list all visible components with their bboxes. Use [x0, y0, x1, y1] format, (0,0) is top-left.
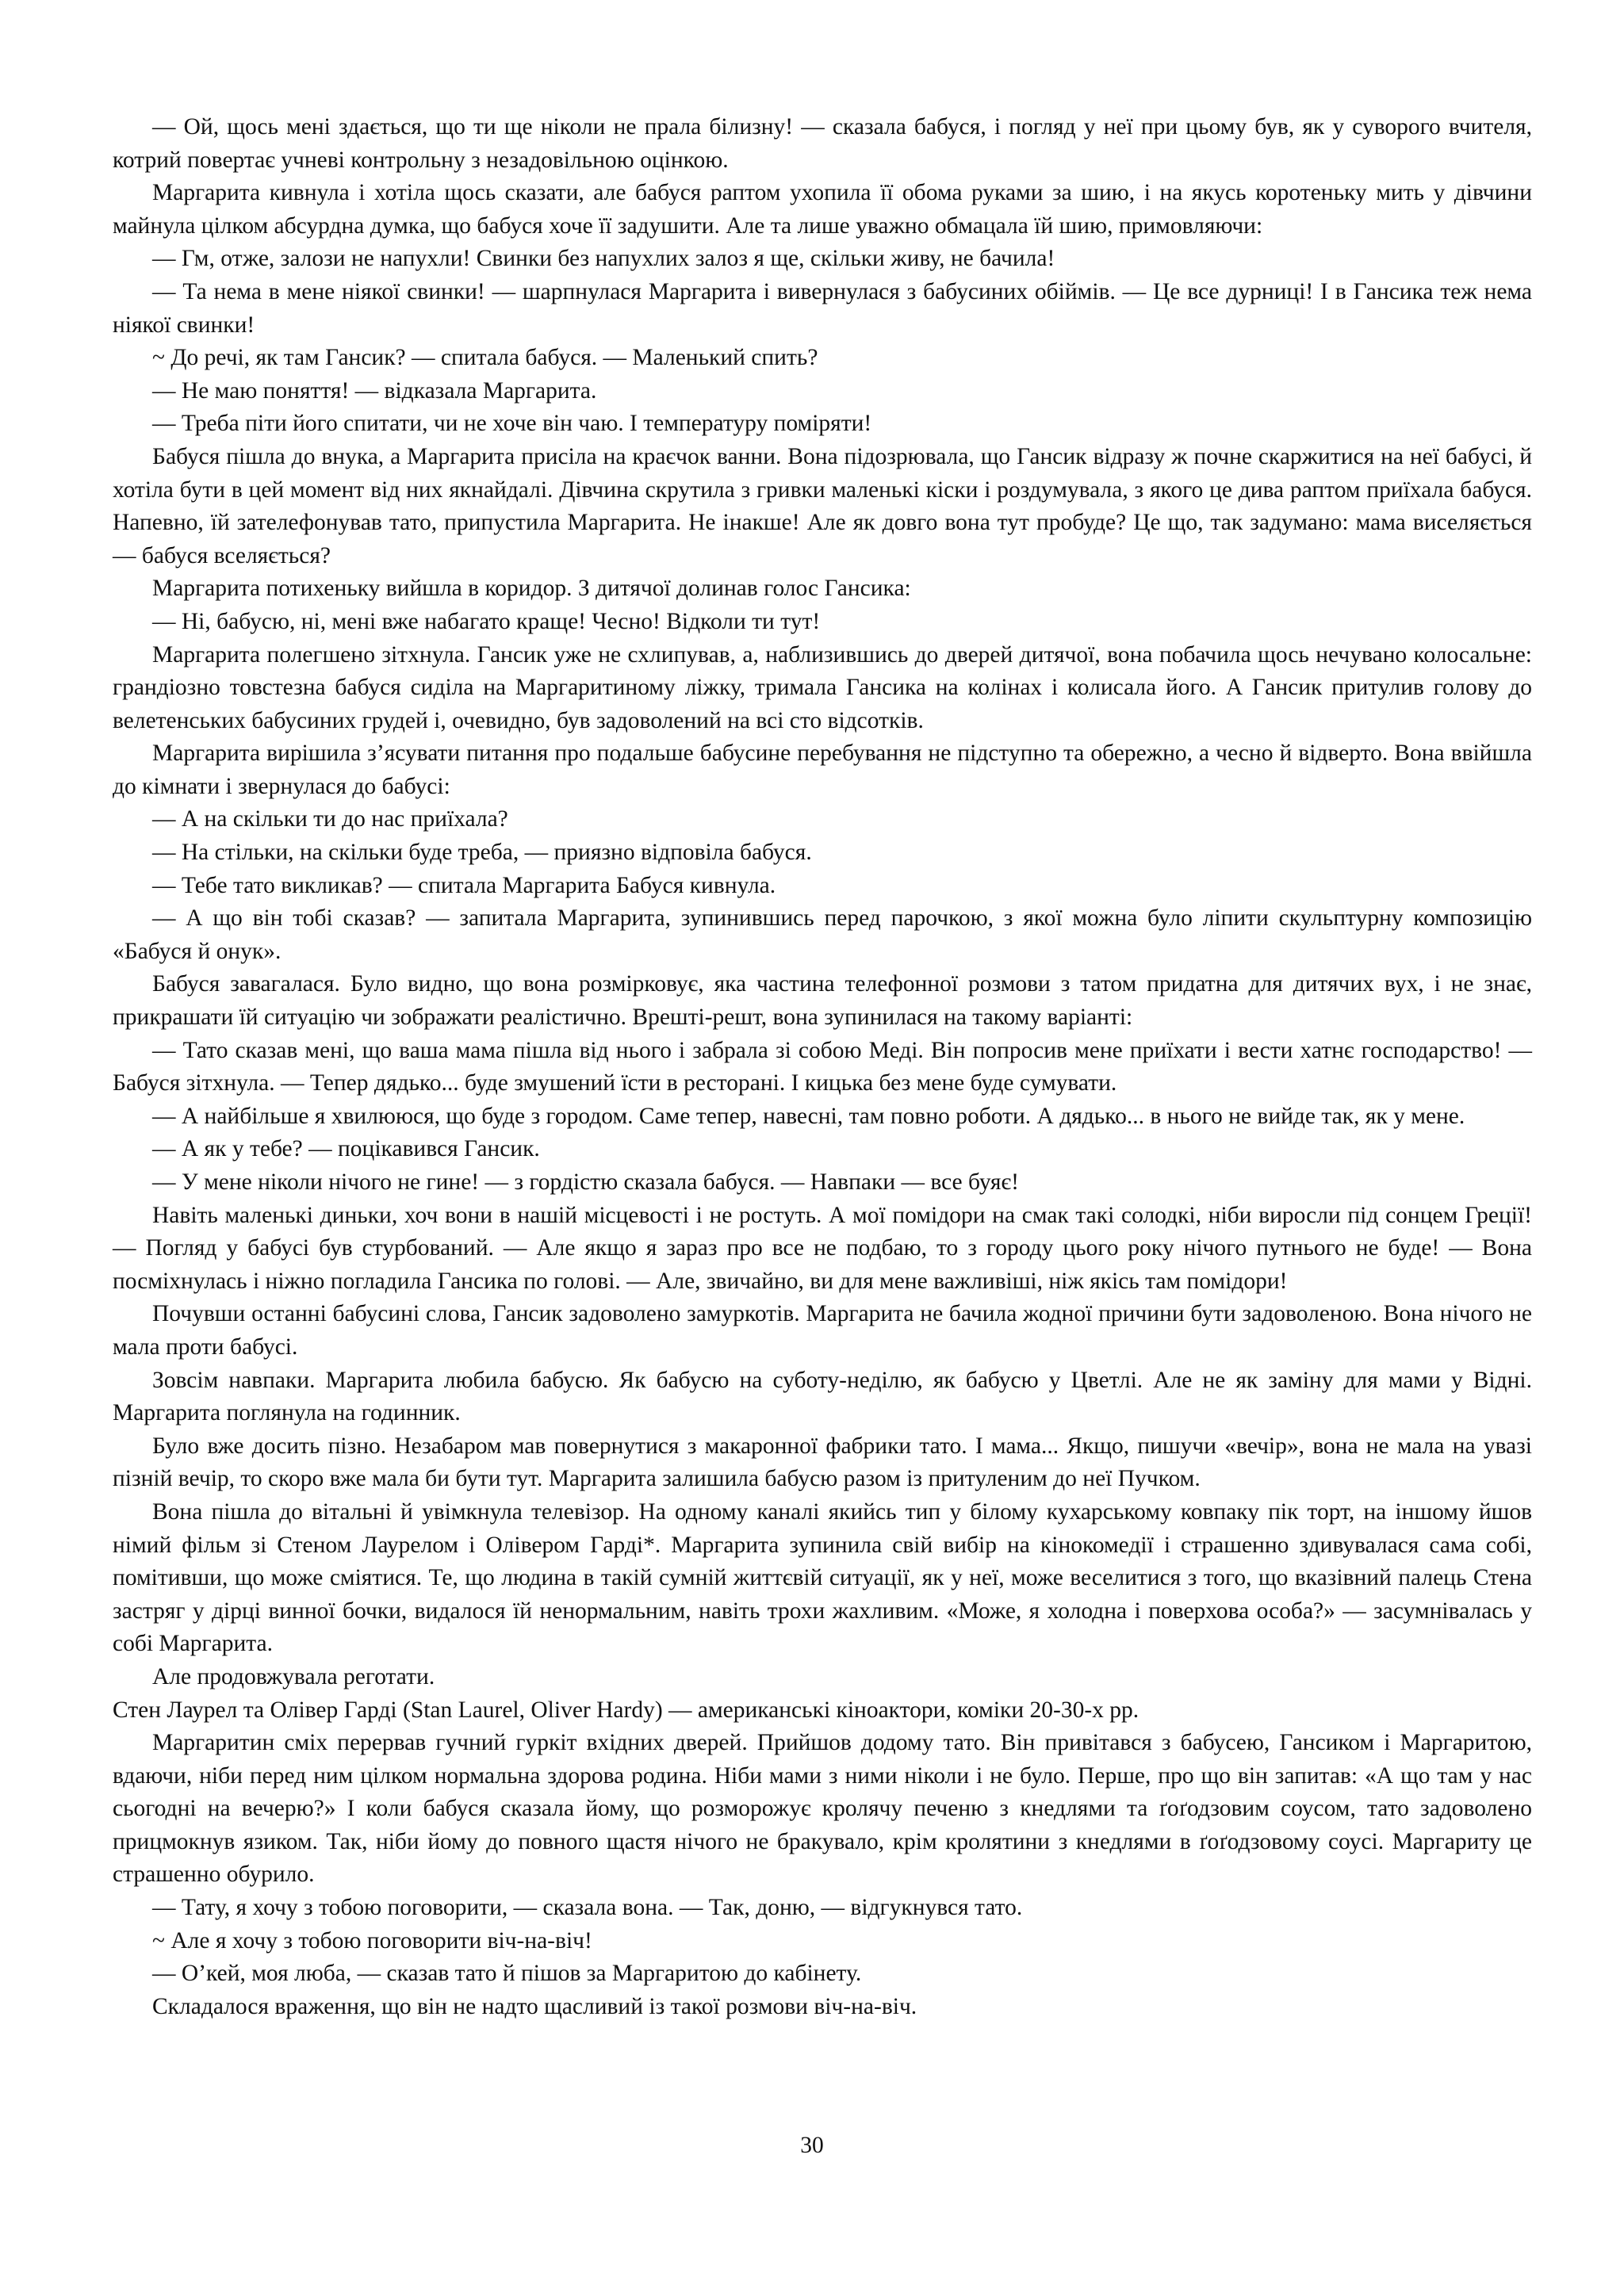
paragraph: — Тато сказав мені, що ваша мама пішла від нього і забрала зі собою Меді. Він попросив мене приїхати і вести хатнє господарство! — Бабуся зітхнула. — Тепер дядько... буде змушений їсти в ресторані. І кицька без мене буде сумувати. [113, 1037, 1532, 1096]
paragraph: — Тату, я хочу з тобою поговорити, — сказала вона. — Так, доню, — відгукнувся тато. [152, 1895, 1023, 1921]
paragraph: — Та нема в мене ніякої свинки! — шарпнулася Маргарита і вивернулася з бабусиних обіймів. — Це все дурниці! І в Гансика теж нема ніякої свинки! [113, 278, 1532, 338]
paragraph: — Не маю поняття! — відказала Маргарита. [152, 377, 597, 404]
paragraph: Маргарита потихеньку вийшла в коридор. З дитячої долинав голос Гансика: [152, 576, 911, 602]
paragraph: — У мене ніколи нічого не гине! — з гордістю сказала бабуся. — Навпаки — все буяє! [152, 1169, 1019, 1195]
paragraph: — Тебе тато викликав? — спитала Маргарита Бабуся кивнула. [152, 872, 776, 898]
page-number: 30 [800, 2133, 824, 2158]
paragraph: Складалося враження, що він не надто щасливий із такої розмови віч-на-віч. [152, 1993, 917, 2019]
paragraph: Маргарита кивнула і хотіла щось сказати, але бабуся раптом ухопила її обома руками за шию, і на якусь коротеньку мить у дівчини майнула цілком абсурдна думка, що бабуся хоче її задушити. Але та лише уважно обмацала їй шию, примовляючи: [113, 180, 1532, 239]
page-body [113, 111, 1532, 2023]
paragraph: Маргарита полегшено зітхнула. Гансик уже не схлипував, а, наблизившись до дверей дитячої, вона побачила щось нечувано колосальне: грандіозно товстезна бабуся сиділа на Маргаритиному ліжку, тримала Гансика на колінах і колисала його. А Гансик притулив голову до велетенських бабусиних грудей і, очевидно, був задоволений на всі сто відсотків. [113, 641, 1532, 733]
paragraph: Стен Лаурел та Олівер Гарді (Stan Laurel, Oliver Hardy) — американські кіноактори, коміки 20-30-х рр. [113, 1697, 1139, 1723]
paragraph: Але продовжувала реготати. [152, 1663, 435, 1689]
paragraph: Навіть маленькі диньки, хоч вони в нашій місцевості і не ростуть. А мої помідори на смак такі солодкі, ніби виросли під сонцем Греції! — Погляд у бабусі був стурбований. — Але якщо я зараз про все не подбаю, то з городу цього року нічого путнього не буде! — Вона посміхнулась і ніжно погладила Гансика по голові. — Але, звичайно, ви для мене важливіші, ніж якісь там помідори! [113, 1202, 1532, 1294]
paragraph: — А як у тебе? — поцікавився Гансик. [152, 1136, 540, 1162]
paragraph: Почувши останні бабусині слова, Гансик задоволено замуркотів. Маргарита не бачила жодної причини бути задоволеною. Вона нічого не мала проти бабусі. [113, 1301, 1532, 1360]
paragraph: — Треба піти його спитати, чи не хоче він чаю. І температуру поміряти! [152, 411, 872, 437]
paragraph: — Гм, отже, залози не напухли! Свинки без напухлих залоз я ще, скільки живу, не бачила! [152, 246, 1055, 272]
paragraph: Бабуся завагалася. Було видно, що вона розмірковує, яка частина телефонної розмови з татом придатна для дитячих вух, і не знає, прикрашати їй ситуацію чи зображати реалістично. Врешті-решт, вона зупинилася на такому варіанті: [113, 971, 1532, 1031]
paragraph: ~ Але я хочу з тобою поговорити віч-на-віч! [152, 1927, 592, 1954]
paragraph: Бабуся пішла до внука, а Маргарита присіла на краєчок ванни. Вона підозрювала, що Гансик відразу ж почне скаржитися на неї бабусі, й хотіла бути в цей момент від них якнайдалі. Дівчина скрутила з гривки маленькі кіски і роздумувала, з якого це дива раптом приїхала бабуся. Напевно, їй зателефонував тато, припустила Маргарита. Не інакше! Але як довго вона тут пробуде? Це що, так задумано: мама виселяється — бабуся вселяється? [113, 443, 1532, 568]
paragraph: ~ До речі, як там Гансик? — спитала бабуся. — Маленький спить? [152, 345, 818, 371]
paragraph: Маргаритин сміх перервав гучний гуркіт вхідних дверей. Прийшов додому тато. Він привітався з бабусею, Гансиком і Маргаритою, вдаючи, ніби перед ним цілком нормальна здорова родина. Ніби мами з ними ніколи і не було. Перше, про що він запитав: «А що там у нас сьогодні на вечерю?» І коли бабуся сказала йому, що розморожує кролячу печеню з кнедлями та ґоґодзовим соусом, тато задоволено прицмокнув язиком. Так, ніби йому до повного щастя нічого не бракувало, крім кролятини з кнедлями в ґоґодзовому соусі. Маргариту це страшенно обурило. [113, 1730, 1532, 1888]
paragraph: Зовсім навпаки. Маргарита любила бабусю. Як бабусю на суботу-неділю, як бабусю у Цветлі. Але не як заміну для мами у Відні. Маргарита поглянула на годинник. [113, 1367, 1532, 1426]
paragraph: — Ні, бабусю, ні, мені вже набагато краще! Чесно! Відколи ти тут! [152, 608, 821, 634]
paragraph: Маргарита вирішила з’ясувати питання про подальше бабусине перебування не підступно та обережно, а чесно й відверто. Вона ввійшла до кімнати і звернулася до бабусі: [113, 740, 1532, 799]
paragraph: Вона пішла до вітальні й увімкнула телевізор. На одному каналі якийсь тип у білому кухарському ковпаку пік торт, на іншому йшов німий фільм зі Стеном Лаурелом і Олівером Гарді*. Маргарита зупинила свій вибір на кінокомедії і страшенно здивувалася сама собі, помітивши, що може сміятися. Те, що людина в такій сумній життєвій ситуації, як у неї, може веселитися з того, що вказівний палець Стена застряг у дірці винної бочки, видалося їй ненормальним, навіть трохи жахливим. «Може, я холодна і поверхова особа?» — засумнівалась у собі Маргарита. [113, 1498, 1532, 1657]
paragraph: — А що він тобі сказав? — запитала Маргарита, зупинившись перед парочкою, з якої можна було ліпити скульптурну композицію «Бабуся й онук». [113, 905, 1532, 964]
paragraph: — На стільки, на скільки буде треба, — приязно відповіла бабуся. [152, 840, 812, 866]
paragraph: — О’кей, моя люба, — сказав тато й пішов за Маргаритою до кабінету. [152, 1961, 862, 1987]
paragraph: — Ой, щось мені здається, що ти ще ніколи не прала білизну! — сказала бабуся, і погляд у неї при цьому був, як у суворого вчителя, котрий повертає учневі контрольну з незадовільною оцінкою. [113, 114, 1532, 173]
paragraph: — А на скільки ти до нас приїхала? [152, 806, 508, 832]
paragraph: Було вже досить пізно. Незабаром мав повернутися з макаронної фабрики тато. І мама... Якщо, пишучи «вечір», вона не мала на увазі пізній вечір, то скоро вже мала би бути тут. Маргарита залишила бабусю разом із притуленим до неї Пучком. [113, 1433, 1532, 1492]
paragraph: — А найбільше я хвилююся, що буде з городом. Саме тепер, навесні, там повно роботи. А дядько... в нього не вийде так, як у мене. [152, 1103, 1465, 1129]
